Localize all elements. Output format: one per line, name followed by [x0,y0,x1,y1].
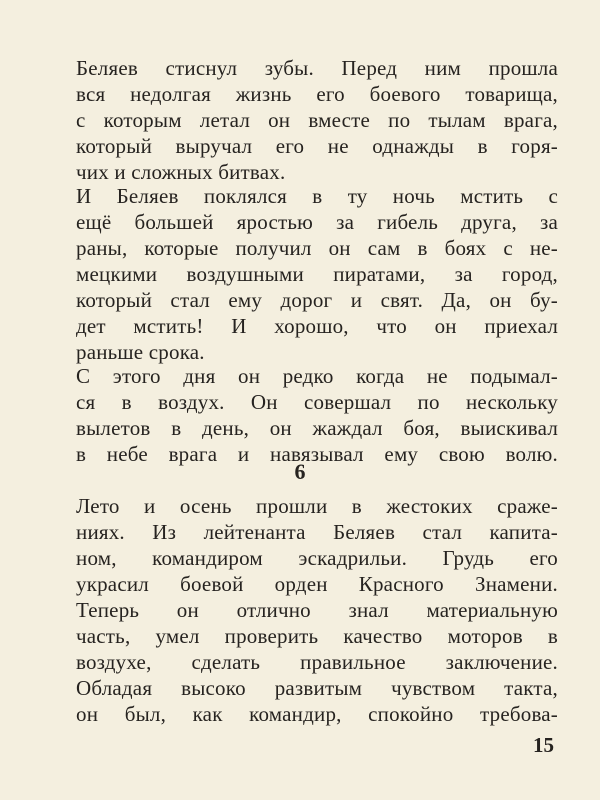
paragraph-line: раньше срока. [76,340,205,364]
paragraph-line: в небе врага и навязывал ему свою волю. [76,442,558,466]
paragraph-line: мецкими воздушными пиратами, за город, [76,262,558,286]
paragraph-line: раны, которые получил он сам в боях с не- [76,236,558,260]
paragraph-line: ном, командиром эскадрильи. Грудь его [76,546,558,570]
paragraph-line: часть, умел проверить качество моторов в [76,624,558,648]
paragraph-line: Беляев стиснул зубы. Перед ним прошла [76,56,558,80]
paragraph-line: ся в воздух. Он совершал по нескольку [76,390,558,414]
paragraph-line: чих и сложных битвах. [76,160,286,184]
paragraph-line: дет мстить! И хорошо, что он приехал [76,314,558,338]
paragraph-line: он был, как командир, спокойно требова- [76,702,558,726]
paragraph-line: который выручал его не однажды в горя- [76,134,558,158]
paragraph-line: вся недолгая жизнь его боевого товарища, [76,82,558,106]
paragraph-line: который стал ему дорог и свят. Да, он бу- [76,288,558,312]
paragraph-line: ещё большей яростью за гибель друга, за [76,210,558,234]
chapter-number: 6 [294,459,306,484]
paragraph-line: украсил боевой орден Красного Знамени. [76,572,558,596]
paragraph-line: с которым летал он вместе по тылам врага, [76,108,558,132]
page-number: 15 [533,733,554,757]
paragraph-line: Лето и осень прошли в жестоких сраже- [76,494,558,518]
paragraph-line: воздухе, сделать правильное заключение. [76,650,558,674]
paragraph-line: Теперь он отлично знал материальную [76,598,558,622]
paragraph-line: ниях. Из лейтенанта Беляев стал капита- [76,520,558,544]
paragraph-line: вылетов в день, он жаждал боя, выискивал [76,416,558,440]
paragraph-line: С этого дня он редко когда не подымал- [76,364,558,388]
paragraph-line: И Беляев поклялся в ту ночь мстить с [76,184,558,208]
paragraph-line: Обладая высоко развитым чувством такта, [76,676,558,700]
